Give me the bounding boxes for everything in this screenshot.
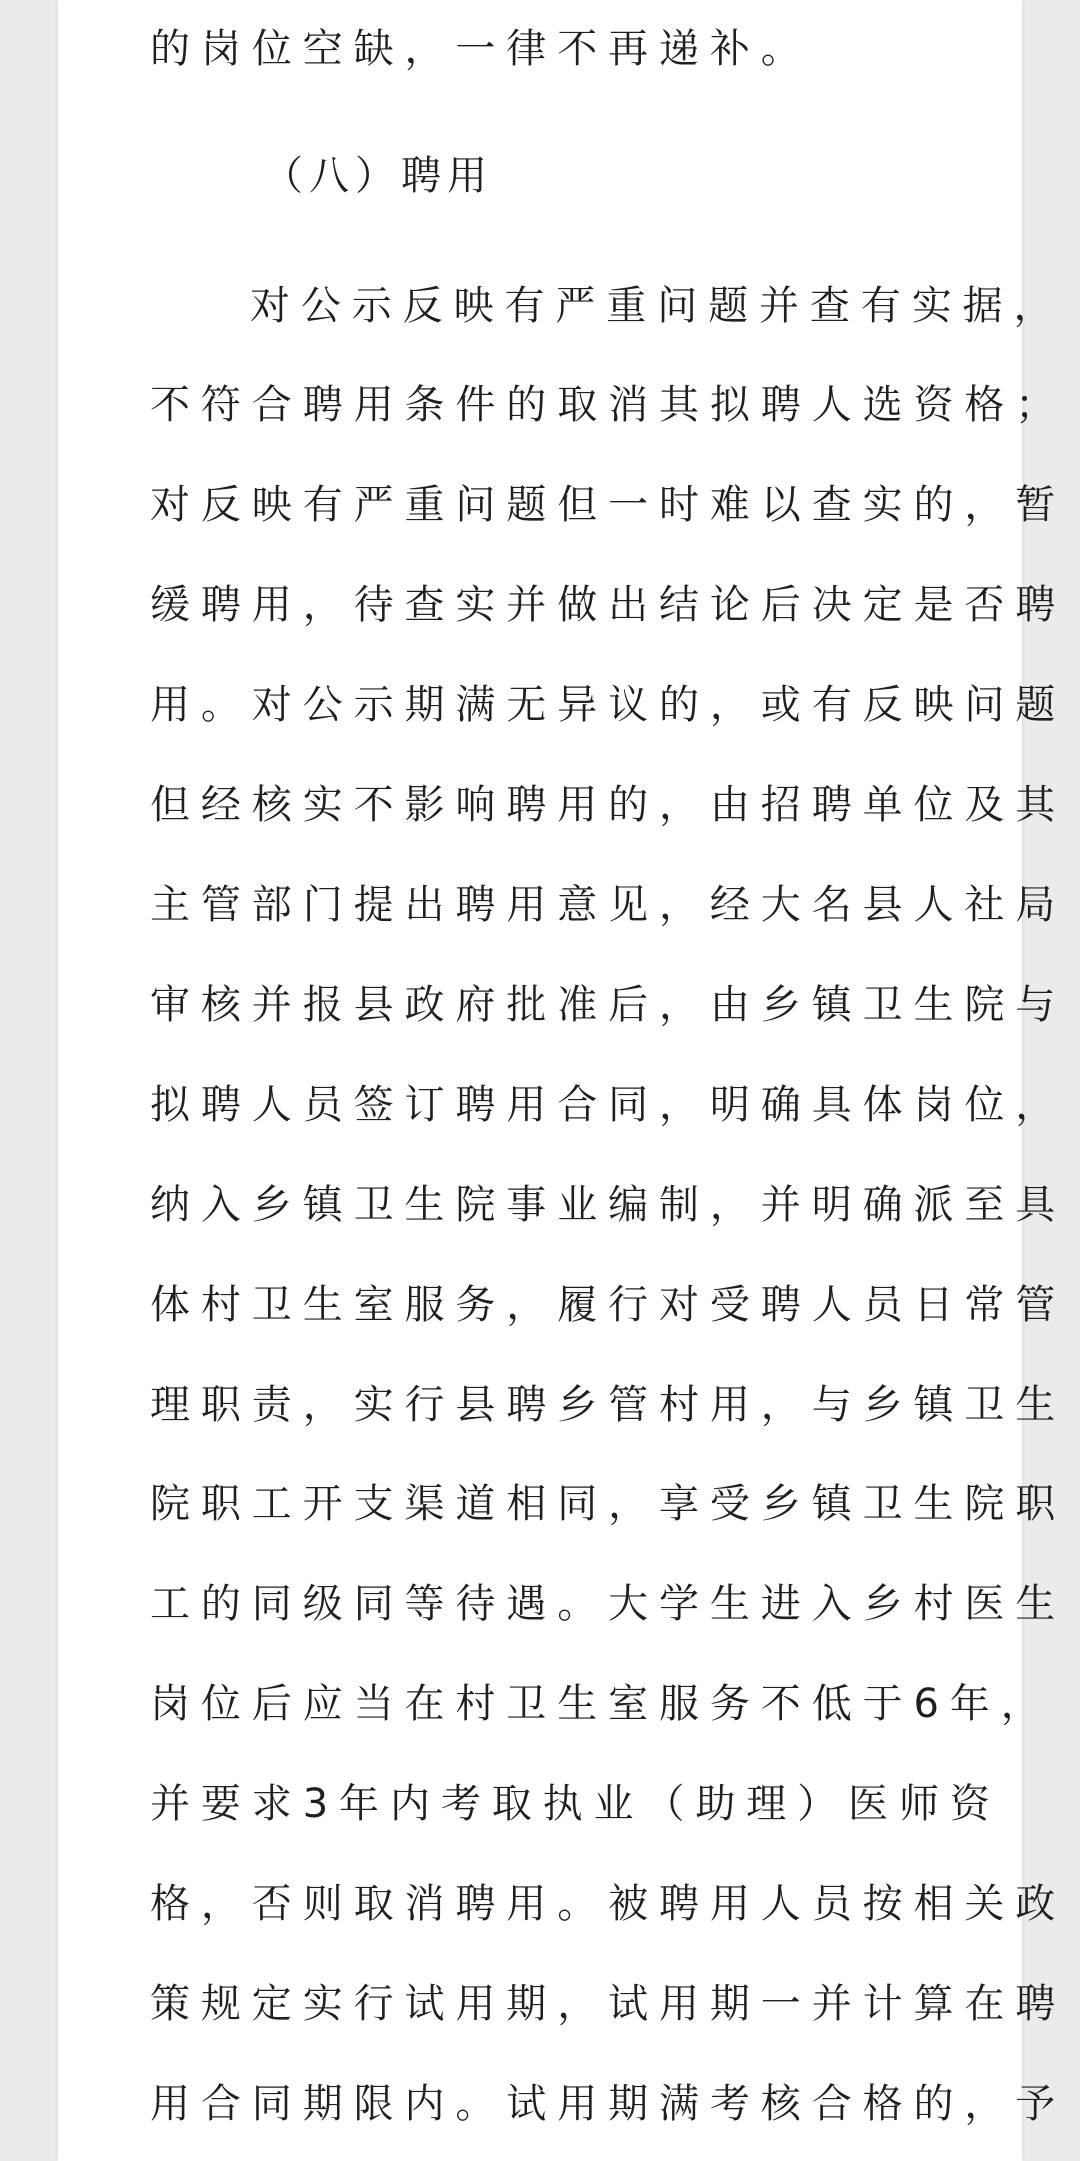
section-heading: （八）聘用	[263, 153, 493, 199]
paragraph-line: 审核并报县政府批准后，由乡镇卫生院与	[150, 982, 1067, 1028]
paragraph-line: 缓聘用，待查实并做出结论后决定是否聘	[150, 582, 1067, 628]
paragraph-line: 不符合聘用条件的取消其拟聘人选资格；	[150, 382, 1067, 428]
paragraph-line: 主管部门提出聘用意见，经大名县人社局	[150, 882, 1067, 928]
document-page	[58, 0, 1067, 2161]
paragraph-line: 工的同级同等待遇。大学生进入乡村医生	[150, 1581, 1067, 1627]
paragraph-line: 用。对公示期满无异议的，或有反映问题	[150, 682, 1067, 728]
paragraph-line: 体村卫生室服务，履行对受聘人员日常管	[150, 1282, 1067, 1328]
paragraph-line: 纳入乡镇卫生院事业编制，并明确派至具	[150, 1182, 1067, 1228]
paragraph-line: 院职工开支渠道相同，享受乡镇卫生院职	[150, 1481, 1067, 1527]
paragraph-line: 岗位后应当在村卫生室服务不低于6年，	[150, 1681, 1052, 1727]
paragraph-line: 格，否则取消聘用。被聘用人员按相关政	[150, 1881, 1067, 1927]
paragraph-line: 但经核实不影响聘用的，由招聘单位及其	[150, 782, 1067, 828]
paragraph-line: 策规定实行试用期，试用期一并计算在聘	[150, 1981, 1067, 2027]
paragraph-line: 并要求3年内考取执业（助理）医师资	[150, 1781, 1001, 1827]
paragraph-line: 对公示反映有严重问题并查有实据，	[250, 283, 1065, 329]
paragraph-line: 拟聘人员签订聘用合同，明确具体岗位，	[150, 1082, 1067, 1128]
paragraph-line: 对反映有严重问题但一时难以查实的，暂	[150, 482, 1067, 528]
paragraph-line: 理职责，实行县聘乡管村用，与乡镇卫生	[150, 1382, 1067, 1428]
paragraph-line: 用合同期限内。试用期满考核合格的，予	[150, 2081, 1067, 2127]
continuation-line: 的岗位空缺，一律不再递补。	[150, 26, 812, 72]
